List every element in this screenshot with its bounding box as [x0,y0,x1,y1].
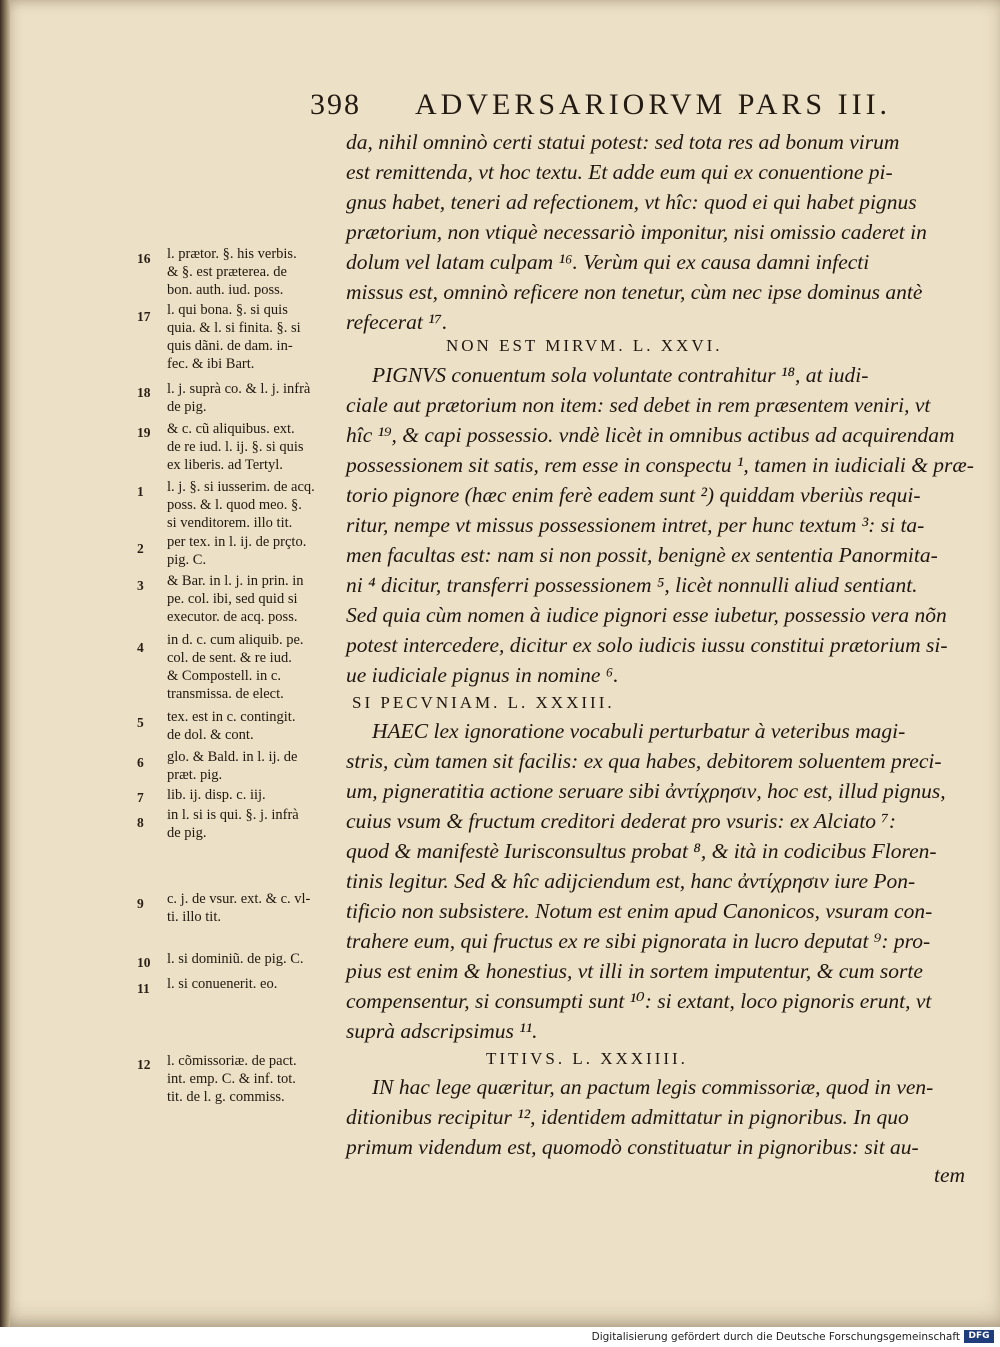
margin-note-line: de dol. & cont. [167,727,254,743]
margin-note-number: 8 [137,815,144,830]
margin-note-line: int. emp. C. & inf. tot. [167,1071,296,1087]
text-line: refecerat ¹⁷. [346,310,448,334]
margin-note-line: glo. & Bald. in l. ij. de [167,749,298,765]
margin-note-number: 5 [137,715,144,730]
text-line: tinis legitur. Sed & hîc adijciendum est, hanc ἀντίχρησιν iure Pon- [346,869,916,893]
section-heading: TITIVS. L. XXXIIII. [486,1049,688,1068]
text-line: possessionem sit satis, rem esse in conspectu ¹, tamen in iudiciali & præ- [346,453,974,477]
margin-note-number: 10 [137,955,151,970]
running-title: ADVERSARIORVM PARS III. [415,88,892,121]
text-line: ciale aut prætorium non item: sed debet in rem præsentem veniri, vt [346,393,931,417]
text-line: est remittenda, vt hoc textu. Et adde eum qui ex conuentione pi- [346,160,893,184]
text-line: gnus habet, teneri ad refectionem, vt hîc: quod ei qui habet pignus [346,190,917,214]
text-line: ritur, nempe vt missus possessionem intret, per hunc textum ³: si ta- [346,513,925,537]
margin-note-number: 17 [137,309,151,324]
margin-note-line: poss. & l. quod meo. §. [167,497,302,513]
margin-note-line: & Bar. in l. j. in prin. in [167,573,304,589]
margin-note-line: & Compostell. in c. [167,668,281,684]
margin-note-line: l. qui bona. §. si quis [167,302,288,318]
margin-note-line: tex. est in c. contingit. [167,709,296,725]
margin-note-line: pe. col. ibi, sed quid si [167,591,298,607]
margin-note-line: l. j. suprà co. & l. j. infrà [167,381,311,397]
text-line: men facultas est: nam si non possit, benignè ex sententia Panormita- [346,543,938,567]
margin-note-line: c. j. de vsur. ext. & c. vl- [167,891,311,907]
margin-note-line: in l. si is qui. §. j. infrà [167,807,299,823]
margin-note-number: 18 [137,385,151,400]
margin-note-line: transmissa. de elect. [167,686,284,702]
margin-note-line: col. de sent. & re iud. [167,650,292,666]
margin-note-line: in d. c. cum aliquib. pe. [167,632,304,648]
dfg-logo: DFG [964,1330,994,1343]
text-line: torio pignore (hæc enim ferè eadem sunt ²) quiddam vberiùs requi- [346,483,921,507]
margin-note-line: ex liberis. ad Tertyl. [167,457,283,473]
margin-note-line: & c. cũ aliquibus. ext. [167,421,295,437]
margin-note-line: lib. ij. disp. c. iij. [167,787,266,803]
margin-note-number: 16 [137,251,151,266]
text-line: dolum vel latam culpam ¹⁶. Verùm qui ex causa damni infecti [346,250,870,274]
text-line: tificio non subsistere. Notum est enim apud Canonicos, vsuram con- [346,899,933,923]
text-line: Sed quia cùm nomen à iudice pignori esse iubetur, possessio vera nõn [346,603,947,627]
margin-note-line: quis dãni. de dam. in- [167,338,293,354]
margin-note-line: executor. de acq. poss. [167,609,298,625]
margin-note-line: de pig. [167,399,207,415]
margin-note-number: 9 [137,896,144,911]
margin-note-line: fec. & ibi Bart. [167,356,255,372]
text-line: ditionibus recipitur ¹², identidem admittatur in pignoribus. In quo [346,1105,909,1129]
margin-note-line: l. si dominiũ. de pig. C. [167,951,304,967]
text-line: prætorium, non vtiquè necessariò imponitur, nisi omissio caderet in [346,220,927,244]
text-line: trahere eum, qui fructus ex re sibi pignorata in lucro deputat ⁹: pro- [346,929,931,953]
margin-note-line: l. si conuenerit. eo. [167,976,278,992]
text-line: quod & manifestè Iurisconsultus probat ⁸, & ità in codicibus Floren- [346,839,937,863]
text-line: pius est enim & honestius, vt illi in sortem imputentur, & cum sorte [346,959,923,983]
text-line: primum videndum est, quomodò constituatur in pignoribus: sit au- [346,1135,919,1159]
text-line: compensentur, si consumpti sunt ¹⁰: si extant, loco pignoris erunt, vt [346,989,932,1013]
funding-notice: Digitalisierung gefördert durch die Deutsche Forschungsgemeinschaft [591,1331,960,1343]
text-line: stris, cùm tamen sit facilis: ex qua habes, debitorem soluentem preci- [346,749,942,773]
margin-note-line: pig. C. [167,552,207,568]
text-line: ue iudiciale pignus in nomine ⁶. [346,663,619,687]
margin-note-number: 12 [137,1057,151,1072]
text-line: um, pigneratitia actione seruare sibi ἀντίχρησιν, hoc est, illud pignus, [346,779,946,803]
text-line: da, nihil omninò certi statui potest: sed tota res ad bonum virum [346,130,900,154]
margin-note-line: l. j. §. si iusserim. de acq. [167,479,315,495]
margin-note-line: de pig. [167,825,207,841]
margin-note-line: l. prætor. §. his verbis. [167,246,297,262]
text-line: IN hac lege quæritur, an pactum legis commissoriæ, quod in ven- [372,1075,934,1099]
section-heading: SI PECVNIAM. L. XXXIII. [352,693,615,712]
margin-note-number: 7 [137,790,144,805]
text-line: suprà adscripsimus ¹¹. [346,1019,538,1043]
margin-note-number: 11 [137,981,150,996]
margin-note-line: de re iud. l. ij. §. si quis [167,439,304,455]
text-line: HAEC lex ignoratione vocabuli perturbatur à veteribus magi- [372,719,906,743]
margin-note-number: 3 [137,578,144,593]
margin-note-number: 2 [137,541,144,556]
text-line: PIGNVS conuentum sola voluntate contrahitur ¹⁸, at iudi- [372,363,869,387]
margin-note-number: 19 [137,425,151,440]
margin-note-number: 1 [137,484,144,499]
margin-note-number: 4 [137,640,144,655]
page-header [310,88,910,128]
margin-note-line: bon. auth. iud. poss. [167,282,284,298]
text-line: tem [934,1163,966,1187]
margin-note-line: præt. pig. [167,767,223,783]
margin-note-line: si venditorem. illo tit. [167,515,293,531]
text-line: missus est, omninò reficere non tenetur, cùm nec ipse dominus antè [346,280,923,304]
page-number: 398 [310,88,361,121]
text-line: potest intercedere, dicitur ex solo iudicis iussu constitui prætorium si- [346,633,948,657]
margin-note-line: per tex. in l. ij. de prçto. [167,534,307,550]
margin-note-line: tit. de l. g. commiss. [167,1089,285,1105]
margin-note-number: 6 [137,755,144,770]
margin-note-line: quia. & l. si finita. §. si [167,320,301,336]
margin-note-line: l. cõmissoriæ. de pact. [167,1053,297,1069]
margin-note-line: & §. est præterea. de [167,264,287,280]
text-line: cuius vsum & fructum creditori dederat pro vsuris: ex Alciato ⁷: [346,809,897,833]
section-heading: NON EST MIRVM. L. XXVI. [446,336,723,355]
text-line: ni ⁴ dicitur, transferri possessionem ⁵, licèt nonnulli aliud sentiant. [346,573,918,597]
text-line: hîc ¹⁹, & capi possessio. vndè licèt in omnibus actibus ad acquirendam [346,423,955,447]
margin-note-line: ti. illo tit. [167,909,221,925]
